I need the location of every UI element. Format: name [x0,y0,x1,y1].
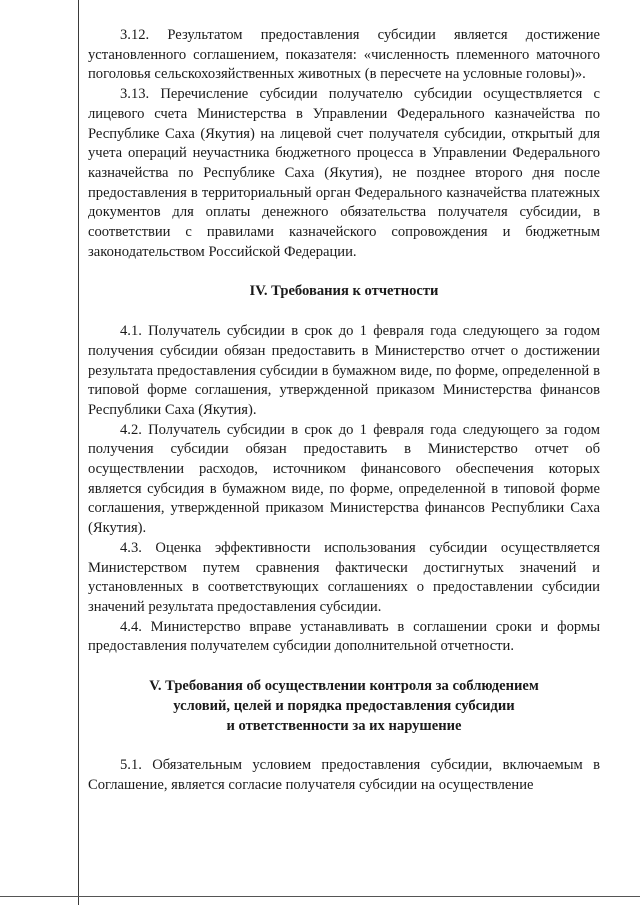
paragraph-4-4: 4.4. Министерство вправе устанавливать в соглашении сроки и формы предоставления получателем субсидии дополнительной отчетности. [88,618,600,655]
section-5-heading [88,677,600,736]
section-5-heading-line-1: V. Требования об осуществлении контроля за соблюдением [149,678,539,695]
paragraph-5-1: 5.1. Обязательным условием предоставления субсидии, включаемым в Соглашение, является согласие получателя субсидии на осуществление [88,757,600,793]
bottom-edge-line [0,896,640,897]
left-margin-line [78,0,79,905]
section-5-heading-line-2: условий, целей и порядка предоставления субсидии [173,697,515,714]
paragraph-4-3: 4.3. Оценка эффективности использования субсидии осуществляется Министерством путем сравнения фактически достигнутых значений и установленных в соответствующих соглашениях о предоставлении субсидии значений результата предоставления субсидии. [88,539,600,615]
paragraph-3-13: 3.13. Перечисление субсидии получателю субсидии осуществляется с лицевого счета Министерства в Управлении Федерального казначейства по Республике Саха (Якутия) на лицевой счет получателя субсидии, открытый для учета операций неучастника бюджетного процесса в Управлении Федерального казначейства по Республике Саха (Якутия), не позднее второго дня после предоставления в территориальный орган Федерального казначейства платежных документов для оплаты денежного обязательства получателя субсидии, в соответствии с правилами казначейского сопровождения и бюджетным законодательством Российской Федерации. [88,86,600,260]
paragraph-3-12: 3.12. Результатом предоставления субсидии является достижение установленного соглашением, показателя: «численность племенного маточного поголовья сельскохозяйственных животных (в пересчете на условные головы)». [88,27,600,83]
paragraph-4-1: 4.1. Получатель субсидии в срок до 1 февраля года следующего за годом получения субсидии обязан предоставить в Министерство отчет о достижении результата предоставления субсидии в бумажном виде, по форме, определенной в типовой форме соглашения, утвержденной приказом Министерства финансов Республики Саха (Якутия). [88,323,600,418]
section-5-heading-line-3: и ответственности за их нарушение [226,717,462,734]
document-page [88,26,600,796]
section-4-heading: IV. Требования к отчетности [249,283,439,300]
paragraph-4-2: 4.2. Получатель субсидии в срок до 1 февраля года следующего за годом получения субсидии обязан предоставить в Министерство отчет об осуществлении расходов, источником финансового обеспечения которых является субсидия в бумажном виде, по форме, определенной в типовой форме соглашения, утвержденной приказом Министерства финансов Республики Саха (Якутия). [88,421,600,537]
